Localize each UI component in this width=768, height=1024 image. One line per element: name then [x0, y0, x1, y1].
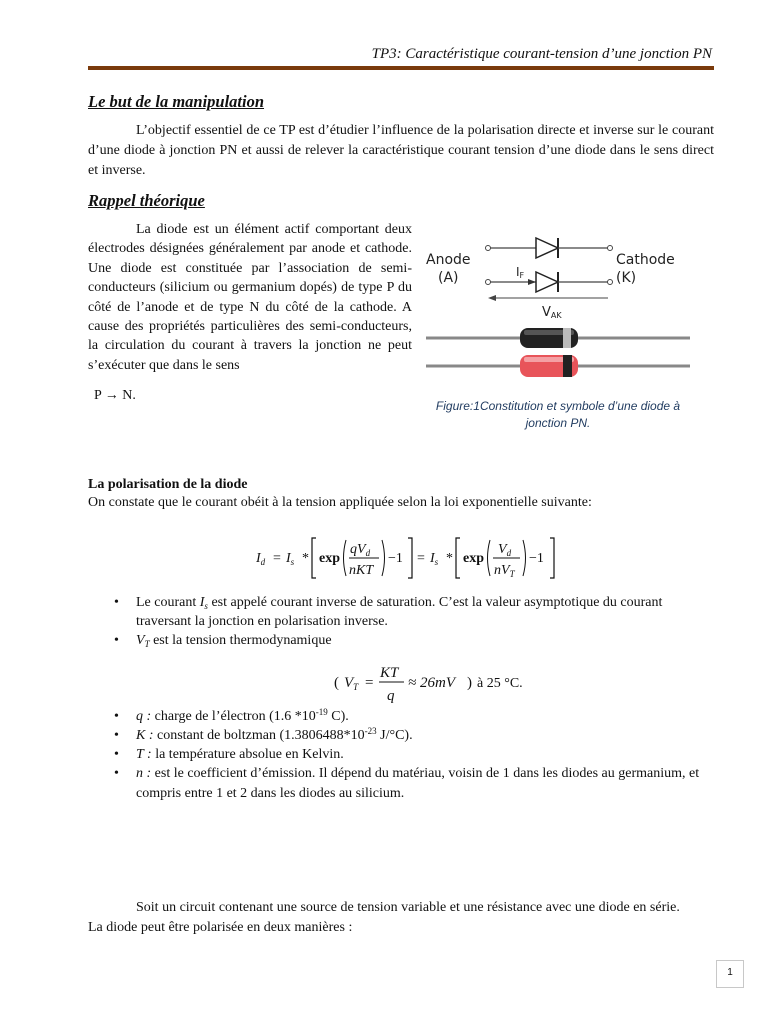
svg-text:=: = [365, 675, 374, 691]
svg-text:*: * [302, 551, 309, 566]
section-heading-goal: Le but de la manipulation [88, 92, 265, 111]
page-header: TP3: Caractéristique courant-tension d’une jonction PN [371, 46, 712, 62]
section-heading-polarization: La polarisation de la diode [88, 477, 248, 492]
svg-text:KT: KT [380, 665, 399, 681]
svg-text:exp: exp [463, 551, 484, 566]
page-number: 1 [716, 960, 744, 988]
svg-text:à 25 °C.: à 25 °C. [477, 676, 523, 691]
cathode-symbol: (K) [616, 270, 637, 286]
list-item: • n : est le coefficient d’émission. Il dépend du matériau, voisin de 1 dans les diodes au germanium, et compris entre 1 et 2 dans les diodes au silicium. [92, 764, 714, 804]
list-item: • K : constant de boltzman ($1.3806488*10^{-23}$ J/°C). [92, 726, 714, 745]
bullet-list-2 [92, 707, 714, 804]
svg-text:(: ( [334, 675, 339, 691]
polarization-intro: On constate que le courant obéit à la tension appliquée selon la loi exponentielle suivante: [88, 495, 592, 510]
header-rule [88, 66, 714, 70]
diode-equation [256, 534, 566, 582]
svg-text:): ) [467, 675, 472, 691]
list-item: • q : charge de l’électron (1.6 $*10^{-19}$ C). [92, 707, 714, 726]
direction-text: P → N. [94, 388, 136, 403]
anode-terminal-top [486, 246, 491, 251]
theory-paragraph: La diode est un élément actif comportant deux électrodes désignées généralement par anode et cathode. Une diode est constituée par l’association de semi-conducteurs (silicium ou germanium dopés) de type P du côté de l’anode et de type N du côté de la cathode. A cause des propriétés particulières des semi-conducteurs, la circulation du courant à travers la jonction ne peut s’exécuter que dans le sens [88, 222, 412, 373]
svg-text:Is: $I_s$ [430, 551, 439, 567]
list-item: • T : la température absolue en Kelvin. [92, 745, 714, 764]
svg-text:nVT: $nV_T$ [494, 563, 515, 579]
circuit-paragraph: Soit un circuit contenant une source de tension variable et une résistance avec une diode en série. La diode peut être polarisée en deux manières : [88, 900, 680, 935]
voltage-arrowhead [488, 295, 496, 301]
svg-text:−1: −1 [529, 551, 544, 566]
svg-text:q: q [387, 688, 395, 704]
current-label: IF [516, 265, 525, 280]
list-item: • $V_T$ est la tension thermodynamique [92, 631, 714, 650]
svg-text:=: = [273, 551, 281, 566]
svg-text:exp: exp [319, 551, 340, 566]
diode-diagram [418, 226, 698, 396]
svg-text:Is: $I_s$ [286, 551, 295, 567]
svg-text:≈ 26mV: ≈ 26mV [408, 675, 455, 691]
anode-label: Anode [426, 252, 471, 268]
svg-text:Id: $I_d$ [256, 551, 266, 567]
svg-text:−1: −1 [388, 551, 403, 566]
cathode-terminal-bottom [608, 280, 613, 285]
svg-text:qVd: $qV_d$ [350, 542, 371, 558]
anode-symbol: (A) [438, 270, 459, 286]
section-heading-theory: Rappel théorique [88, 191, 205, 210]
diode-figure [418, 226, 698, 396]
cathode-band-red [563, 355, 572, 377]
svg-text:*: * [446, 551, 453, 566]
svg-text:VT: $V_T$ [344, 675, 359, 692]
figure-caption: Figure:1Constitution et symbole d’une diode à jonction PN. [435, 399, 681, 430]
goal-paragraph: L’objectif essentiel de ce TP est d’étudier l’influence de la polarisation directe et inverse sur le courant d’une diode à jonction PN et aussi de relever la caractéristique courant tension d’une diode dans le sens direct et inverse. [88, 123, 714, 178]
voltage-label: VAK [542, 305, 562, 320]
svg-text:=: = [417, 551, 425, 566]
bullet-list-1 [92, 593, 714, 650]
cathode-band-black [563, 328, 571, 348]
current-arrowhead [528, 279, 536, 285]
diode-triangle-bottom [536, 272, 558, 292]
cathode-terminal-top [608, 246, 613, 251]
diode-triangle-top [536, 238, 558, 258]
svg-text:Vd: $V_d$ [498, 542, 512, 558]
svg-text:nKT: nKT [349, 563, 374, 578]
vt-formula [334, 660, 534, 706]
cathode-label: Cathode [616, 252, 675, 268]
list-item: • Le courant $I_s$ est appelé courant inverse de saturation. C’est la valeur asymptotique du courant traversant la jonction en polarisation inverse. [92, 593, 714, 631]
anode-terminal-bottom [486, 280, 491, 285]
